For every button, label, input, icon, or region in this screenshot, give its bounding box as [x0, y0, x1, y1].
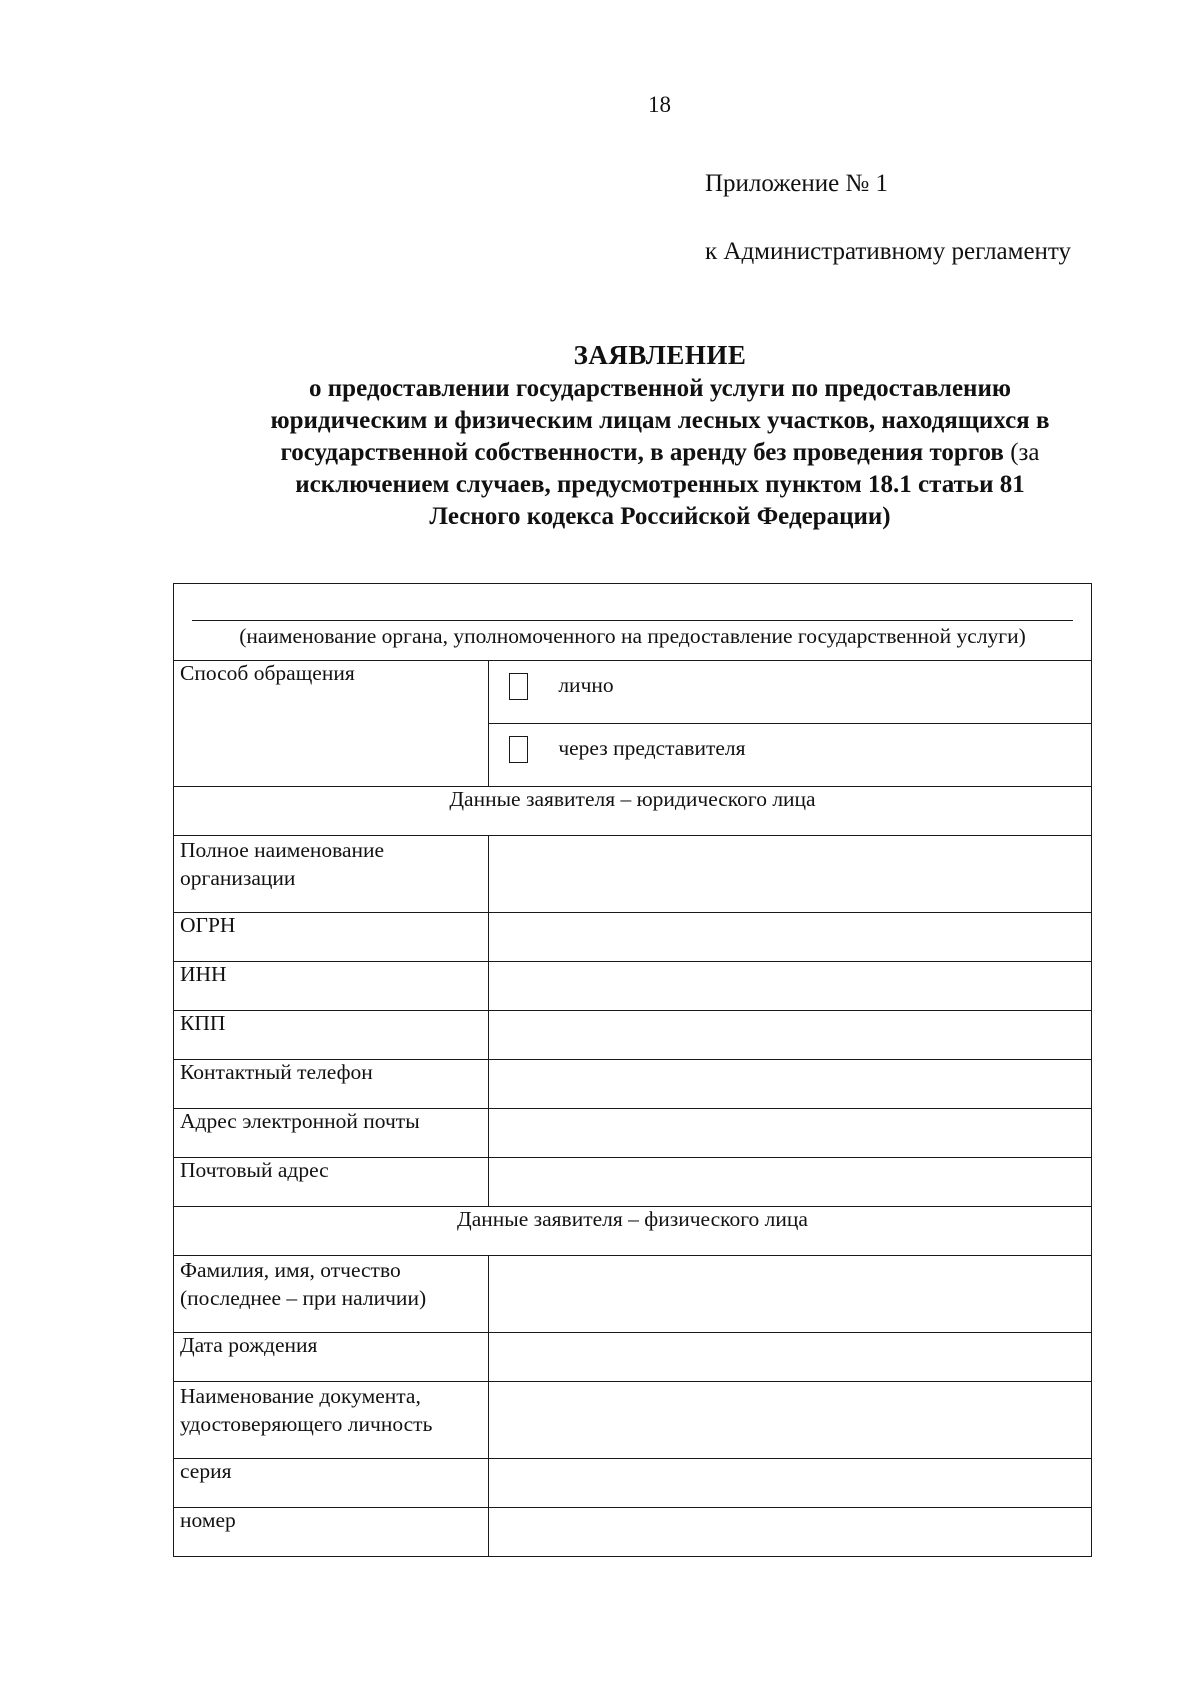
- table-row: [174, 836, 1092, 913]
- subtitle-line-3-normal: (за: [1010, 439, 1040, 466]
- checkbox-in-person[interactable]: [509, 673, 528, 700]
- table-row: [174, 1011, 1092, 1060]
- table-row: [174, 962, 1092, 1011]
- field-label-id-document: Наименование документа, удостоверяющего личность: [174, 1382, 489, 1459]
- table-row: [174, 1333, 1092, 1382]
- field-label-birth-date: Дата рождения: [174, 1333, 489, 1382]
- option-in-person-label: лично: [558, 673, 614, 697]
- field-value-full-name-person[interactable]: [489, 1256, 1092, 1333]
- authority-name-field[interactable]: [174, 584, 1092, 661]
- field-label-postal-address: Почтовый адрес: [174, 1158, 489, 1207]
- field-label-number: номер: [174, 1508, 489, 1557]
- field-label-full-name-person: Фамилия, имя, отчество (последнее – при наличии): [174, 1256, 489, 1333]
- field-value-birth-date[interactable]: [489, 1333, 1092, 1382]
- page-number: 18: [648, 92, 671, 117]
- legal-entity-section-title: Данные заявителя – юридического лица: [174, 787, 1092, 836]
- field-label-kpp: КПП: [174, 1011, 489, 1060]
- subtitle-line-3: [200, 437, 1120, 469]
- field-value-ogrn[interactable]: [489, 913, 1092, 962]
- authority-fill-line: [192, 620, 1073, 621]
- subtitle-line-1: о предоставлении государственной услуги по предоставлению: [309, 375, 1011, 402]
- field-label-series: серия: [174, 1459, 489, 1508]
- request-method-label: Способ обращения: [174, 661, 489, 787]
- table-row: [174, 1109, 1092, 1158]
- field-label-email: Адрес электронной почты: [174, 1109, 489, 1158]
- table-row: [174, 1459, 1092, 1508]
- table-row: [174, 1508, 1092, 1557]
- option-representative-cell: [489, 724, 1092, 787]
- table-row: [174, 1158, 1092, 1207]
- table-row: [174, 913, 1092, 962]
- appendix-reference: к Административному регламенту: [705, 238, 1072, 265]
- table-row: [174, 1382, 1092, 1459]
- field-label-ogrn: ОГРН: [174, 913, 489, 962]
- field-value-email[interactable]: [489, 1109, 1092, 1158]
- subtitle-line-5: Лесного кодекса Российской Федерации): [429, 503, 891, 530]
- field-value-full-name[interactable]: [489, 836, 1092, 913]
- appendix-label: Приложение № 1: [705, 170, 889, 197]
- field-value-series[interactable]: [489, 1459, 1092, 1508]
- option-in-person-cell: [489, 661, 1092, 724]
- field-label-phone: Контактный телефон: [174, 1060, 489, 1109]
- field-label-full-name: Полное наименование организации: [174, 836, 489, 913]
- subtitle-line-2: юридическим и физическим лицам лесных участков, находящихся в: [270, 407, 1050, 434]
- field-value-kpp[interactable]: [489, 1011, 1092, 1060]
- field-label-inn: ИНН: [174, 962, 489, 1011]
- field-value-number[interactable]: [489, 1508, 1092, 1557]
- checkbox-representative[interactable]: [509, 736, 528, 763]
- subtitle-line-4: исключением случаев, предусмотренных пунктом 18.1 статьи 81: [295, 471, 1025, 498]
- option-representative-label: через представителя: [558, 736, 746, 760]
- subtitle-line-3-bold: государственной собственности, в аренду без проведения торгов: [280, 439, 1004, 466]
- field-value-postal-address[interactable]: [489, 1158, 1092, 1207]
- field-value-inn[interactable]: [489, 962, 1092, 1011]
- application-form-table: [173, 583, 1092, 1557]
- document-subtitle: [200, 373, 1120, 533]
- document-title: ЗАЯВЛЕНИЕ: [573, 340, 747, 370]
- individual-section-title: Данные заявителя – физического лица: [174, 1207, 1092, 1256]
- table-row: [174, 1256, 1092, 1333]
- field-value-id-document[interactable]: [489, 1382, 1092, 1459]
- table-row: [174, 1060, 1092, 1109]
- field-value-phone[interactable]: [489, 1060, 1092, 1109]
- authority-caption: (наименование органа, уполномоченного на предоставление государственной услуги): [239, 624, 1026, 648]
